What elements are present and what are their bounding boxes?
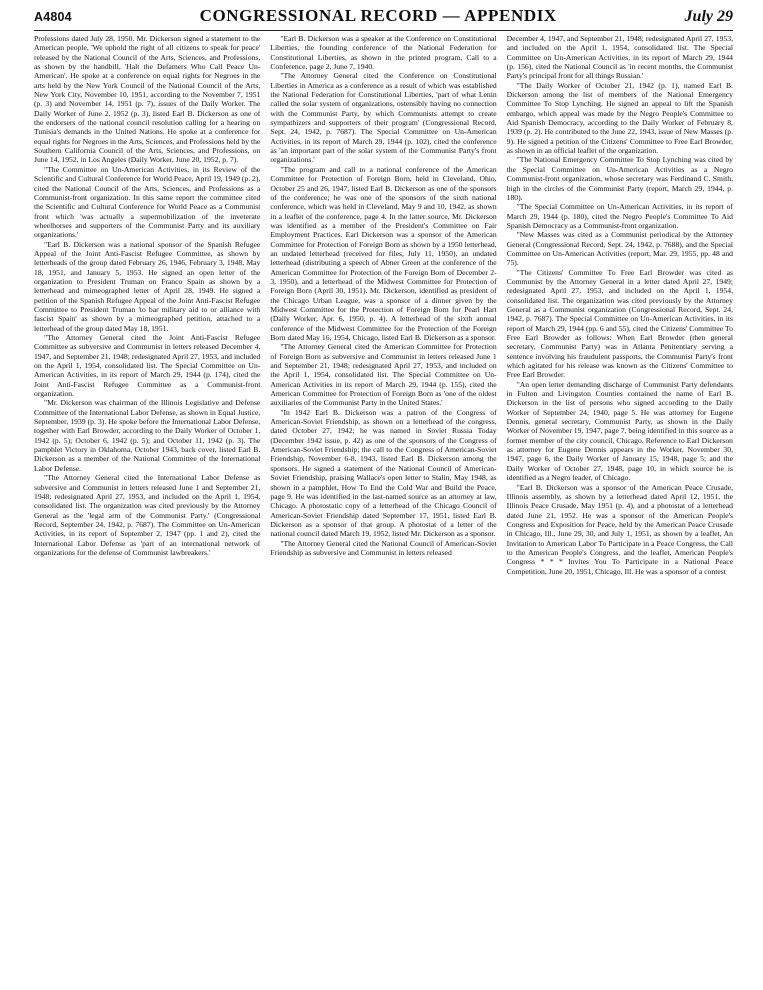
paragraph: "The Citizens' Committee To Free Earl Browder was cited as Communist by the Attorney General in a letter dated April 27, 1949; redesignated April 27, 1953, and included on the April 1, 1954, consolidated list. The organization was cited previously by the Attorney General as a Communist organization (Congressional Record, Sept. 24, 1942, p. 7687). The Special Committee on Un-American Activities, in its report of March 29, 1944 (pp. 6 and 55), cited the Citizens' Committee To Free Earl Browder as follows: When Earl Browder (then general secretary, Communist Party) was in Atlanta Penitentiary serving a sentence involving his fraudulent passports, the Communist Party's front which agitated for his release was known as the Citizens' Committee to Free Earl Browder. <box>506 267 733 380</box>
page-header <box>34 6 733 28</box>
paragraph: "The Attorney General cited the National Council of American-Soviet Friendship as subversive and Communist in letters released <box>270 538 497 557</box>
header-rule <box>34 30 733 31</box>
paragraph: "The Daily Worker of October 21, 1942 (p. 1), named Earl B. Dickerson among the list of members of the National Emergency Committee To Stop Lynching. He signed an appeal to lift the Spanish embargo, which appeal was made by the Negro People's Committee to Aid Spanish Democracy, according to the Daily Worker of February 8, 1939 (p. 2). He contributed to the June 22, 1943, issue of New Masses (p. 9). He signed a petition of the Citizens' Committee to Free Earl Browder, as shown in an official leaflet of the organization. <box>506 80 733 156</box>
paragraph: "The Attorney General cited the Conference on Constitutional Liberties in America as a conference as a result of which was established the National Federation for Constitutional Liberties, 'part of what Lenin called the solar system of organizations, ostensibly having no connection with the Communist Party, by which Communists attempt to create sympathizers and supporters of their program' (Congressional Record, Sept. 24, 1942, p. 7687). The Special Committee on Un-American Activities, in its report of March 29, 1944 (p. 102), cited the conference as 'an important part of the solar system of the Communist Party's front organizations.' <box>270 71 497 165</box>
paragraph: "The Attorney General cited the Joint Anti-Fascist Refugee Committee as subversive and Communist in letters released December 4, 1947, and September 21, 1948; redesignated April 27, 1953, and included on the April 1, 1954, consolidated list. The Special Committee on Un-American Activities, in its report of March 29, 1944 (p. 174), cited the Joint Anti-Fascist Refugee Committee as a Communist-front organization. <box>34 333 261 399</box>
paragraph: "The Special Committee on Un-American Activities, in its report of March 29, 1944 (p. 180), cited the Negro People's Committee To Aid Spanish Democracy as a Communist-front organization. <box>506 202 733 230</box>
paragraph: "Mr. Dickerson was chairman of the Illinois Legislative and Defense Committee of the International Labor Defense, as shown in Equal Justice, September, 1939 (p. 3). He spoke before the International Labor Defense, together with Earl Browder, according to the Daily Worker of October 1, 1942 (p. 5); October 6, 1942 (p. 5); and October 11, 1942 (p. 3). The pamphlet Victory in Oklahoma, October 1943, back cover, listed Earl B. Dickerson as a member of the National Committee of the International Labor Defense. <box>34 398 261 473</box>
publication-title: CONGRESSIONAL RECORD — APPENDIX <box>199 6 557 25</box>
paragraph: "New Masses was cited as a Communist periodical by the Attorney General (Congressional Record, Sept. 24, 1942, p. 7688), and the Special Committee on Un-American Activities (report, Mar. 29, 1955, pp. 48 and 75). <box>506 230 733 268</box>
paragraph: December 4, 1947, and September 21, 1948; redesignated April 27, 1953, and included on the April 1, 1954, consolidated list. The Special Committee on Un-American Activities, in its report of March 29, 1944 (p. 156), cited the National Council as 'in recent months, the Communist Party's principal front for all things Russian.' <box>506 34 733 81</box>
paragraph: "An open letter demanding discharge of Communist Party defendants in Fulton and Livingston Counties contained the name of Earl B. Dickerson in the list of persons who signed according to the Daily Worker of September 24, 1940, page 5. He was attorney for Eugene Dennis, general secretary, Communist Party, as shown in the Daily Worker of November 19, 1947, page 7, being identified in this source as a former member of the city council, Chicago. Reference to Earl Dickerson as attorney for Eugene Dennis appears in the Worker, November 30, 1947, page 6, the Daily Worker of January 15, 1948, page 5; and the Daily Worker of October 27, 1948, page 10, in which source he is identified as a Negro leader, of Chicago. <box>506 379 733 483</box>
paragraph: "Earl B. Dickerson was a speaker at the Conference on Constitutional Liberties, the founding conference of the National Federation for Constitutional Liberties, as shown in the printed program, Call to a Conference, page 2, June 7, 1940. <box>270 34 497 72</box>
paragraph: "The Attorney General cited the American Committee for Protection of Foreign Born as subversive and Communist in letters released June 1 and September 21, 1948; redesignated April 27, 1953, and included on the April 1, 1954, consolidated list. The Special Committee on Un-American Activities in its report of March 29, 1944 (p. 155), cited the American Committee for Protection of Foreign Born as 'one of the oldest auxiliaries of the Communist Party in the United States.' <box>270 342 497 408</box>
paragraph: "The Attorney General cited the International Labor Defense as subversive and Communist in letters released June 1 and September 21, 1948; redesignated April 27, 1953, and included on the April 1, 1954, consolidated list. The organization was cited previously by the Attorney General as the 'legal arm of the Communist Party.' (Congressional Record, September 24, 1942, p. 7687). The Committee on Un-American Activities, in its report of September 2, 1947 (pp. 1 and 2), cited the International Labor Defense as 'part of an international network of organizations for the defense of Communist lawbreakers.' <box>34 473 261 557</box>
issue-date: July 29 <box>684 8 733 25</box>
paragraph: "Earl B. Dickerson was a national sponsor of the Spanish Refugee Appeal of the Joint Anti-Fascist Refugee Committee, as shown by letterheads of the group dated February 26, 1946, February 3, 1948, May 18, 1951, and January 5, 1953. He signed an open letter of the organization to President Truman on Franco Spain as shown by a letterhead and mimeographed letter of April 28, 1949. He signed a petition of the Spanish Refugee Appeal of the Joint Anti-Fascist Refugee Committee to President Truman 'to bar military aid to or alliance with fascist Spain' as shown by a mimeographed petition, attached to a letterhead of the group dated May 18, 1951. <box>34 239 261 333</box>
column-2 <box>270 34 496 984</box>
text-columns <box>34 34 733 984</box>
page-number: A4804 <box>34 10 72 24</box>
paragraph: "Earl B. Dickerson was a sponsor of the American Peace Crusade, Illinois assembly, as shown by a letterhead dated April 12, 1951, the Illinois Peace Crusade, May 1951 (p. 4), and a photostat of a letterhead dated June 21, 1952. He was a sponsor of the American People's Congress and Exposition for Peace, held by the American Peace Crusade in Chicago, Ill., June 29, 30, and July 1, 1951, as shown by a leaflet, An Invitation to American Labor To Participate in a Peace Congress, the Call to the American People's Congress, and the leaflet, American People's Congress * * * Invites You To Participate in a National Peace Competition, June 20, 1951, Chicago, Ill. He was a sponsor of a contest <box>506 482 733 576</box>
paragraph: "In 1942 Earl B. Dickerson was a patron of the Congress of American-Soviet Friendship, as shown on a letterhead of the congress, dated October 27, 1942; he was named in Soviet Russia Today (December 1942 issue, p. 42) as one of the sponsors of the Congress of American-Soviet Friendship; the call to the Congress of American-Soviet Friendship, November 6-8, 1943, listed Earl B. Dickerson among the sponsors. He signed a statement of the National Council of American-Soviet Friendship, praising Wallace's open letter to Stalin, May 1948, as shown in a pamphlet, How To End the Cold War and Build the Peace, page 9. He was identified in the last-named source as an attorney at law, Chicago. A photostatic copy of a letterhead of the Chicago Council of American-Soviet Friendship dated September 17, 1951, listed Earl B. Dickerson as a sponsor of that group. A photostat of a letter of the national council dated March 19, 1952, listed Mr. Dickerson as a sponsor. <box>270 407 497 539</box>
column-3 <box>507 34 733 984</box>
paragraph: "The Committee on Un-American Activities, in its Review of the Scientific and Cultural Conference for World Peace, April 19, 1949 (p. 2), cited the National Council of the Arts, Sciences, and Professions as a Communist-front organization. In this same report the committee cited the Scientific and Cultural Conference for World Peace as a Communist front which 'was actually a supermobilization of the inveterate wheelhorses and supporters of the Communist Party and its auxiliary organizations.' <box>34 164 261 240</box>
paragraph: "The National Emergency Committee To Stop Lynching was cited by the Special Committee on Un-American Activities as a Negro Communist-front organization, whose secretary was Ferdinand C. Smith, high in the circles of the Communist Party (report, March 29, 1944, p. 180). <box>506 155 733 202</box>
column-1 <box>34 34 260 984</box>
paragraph: "The program and call to a national conference of the American Committee for Protection of Foreign Born, held in Cleveland, Ohio, October 25 and 26, 1947, listed Earl B. Dickerson as one of the sponsors of the conference; he was one of the sponsors of the sixth national conference, which was held in Cleveland, May 9 and 10, 1942, as shown in a leaflet of the conference, page 4. In the latter source, Mr. Dickerson was identified as a member of the President's Committee on Fair Employment Practices. Earl Dickerson was a sponsor of the American Committee for Protection of Foreign Born as shown by a 1950 letterhead, an undated letterhead (received for files, July 11, 1950), an undated letterhead (distributing a speech of Abner Green at the conference of the American Committee for Protection of the Foreign Born of December 2-3, 1950), and a letterhead of the Midwest Committee for Protection of Foreign Born (April 30, 1951). Mr. Dickerson, identified as president of the Chicago Urban League, was a sponsor of a dinner given by the Midwest Committee for the Protection of Foreign Born for Pearl Hart (Daily Worker, Apr. 6, 1950, p. 4). A letterhead of the sixth annual conference of the Midwest Committee for the Protection of the Foreign Born dated May 16, 1954, Chicago, listed Earl B. Dickerson as a sponsor. <box>270 164 497 342</box>
paragraph: Professions dated July 28, 1950. Mr. Dickerson signed a statement to the American people, 'We uphold the right of all citizens to speak for peace' released by the National Council of the Arts, Sciences, and Professions, as shown by the handbill, 'Halt the Defamers Who Call Peace Un-American'. He spoke at a conference on equal rights for Negroes in the arts held by the New York Council of the National Council of the Arts, New York City, November 10, 1951, according to the November 7, 1951 (p. 3) and November 14, 1951 (p. 7), issues of the Daily Worker. The Daily Worker of June 2, 1952 (p. 3), listed Earl B. Dickerson as one of the endorsers of the national council resolution calling for a hearing on Tunisia's demands in the United Nations. He spoke at a conference for equal rights for Negroes in the Arts, Sciences, and Professions held by the Southern California Council of the Arts, Sciences, and Professions, on June 14, 1952, in Los Angeles (Daily Worker, June 20, 1952, p. 7). <box>34 34 261 165</box>
